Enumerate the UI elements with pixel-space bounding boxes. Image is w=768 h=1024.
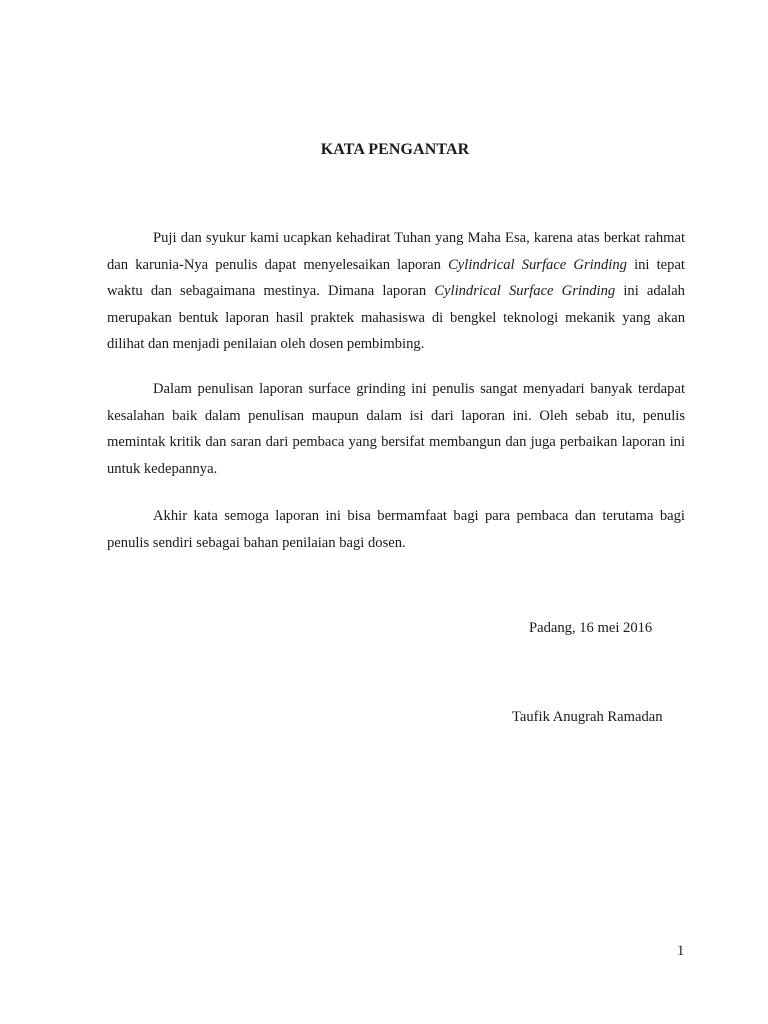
paragraph-closing [107,503,685,556]
page-number: 1 [677,943,685,959]
place-date: Padang, 16 mei 2016 [529,620,653,636]
paragraph-closing-text: Akhir kata semoga laporan ini bisa bermamfaat bagi para pembaca dan terutama bagi penulis sendiri sebagai bahan penilaian bagi dosen. [107,508,685,551]
paragraph-acknowledgement [107,376,685,482]
paragraph-acknowledgement-text: Dalam penulisan laporan surface grinding ini penulis sangat menyadari banyak terdapat kesalahan baik dalam penulisan maupun dalam isi dari laporan ini. Oleh sebab itu, penulis memintak kritik dan saran dari pembaca yang bersifat membangun dan juga perbaikan laporan ini untuk kedepannya. [107,381,685,477]
signer-name: Taufik Anugrah Ramadan [512,709,663,725]
page-title: KATA PENGANTAR [320,141,470,158]
report-title-italic-2: Cylindrical Surface Grinding [434,283,616,299]
report-title-italic-1: Cylindrical Surface Grinding [448,256,627,273]
paragraph-intro-part-3: ini adalah merupakan bentuk laporan hasil praktek mahasiswa di bengkel teknologi mekanik yang akan dilihat dan menjadi penilaian oleh dosen pembimbing. [107,283,685,352]
paragraph-intro-part-1: Puji dan syukur kami ucapkan kehadirat Tuhan yang Maha Esa, karena atas berkat rahmat dan karunia-Nya penulis dapat menyelesaikan laporan [107,230,685,273]
paragraph-intro-text [107,225,685,358]
paragraph-intro-part-2: ini tepat waktu dan sebagaimana mestinya. Dimana laporan [107,256,685,299]
paragraph-intro [107,225,685,358]
